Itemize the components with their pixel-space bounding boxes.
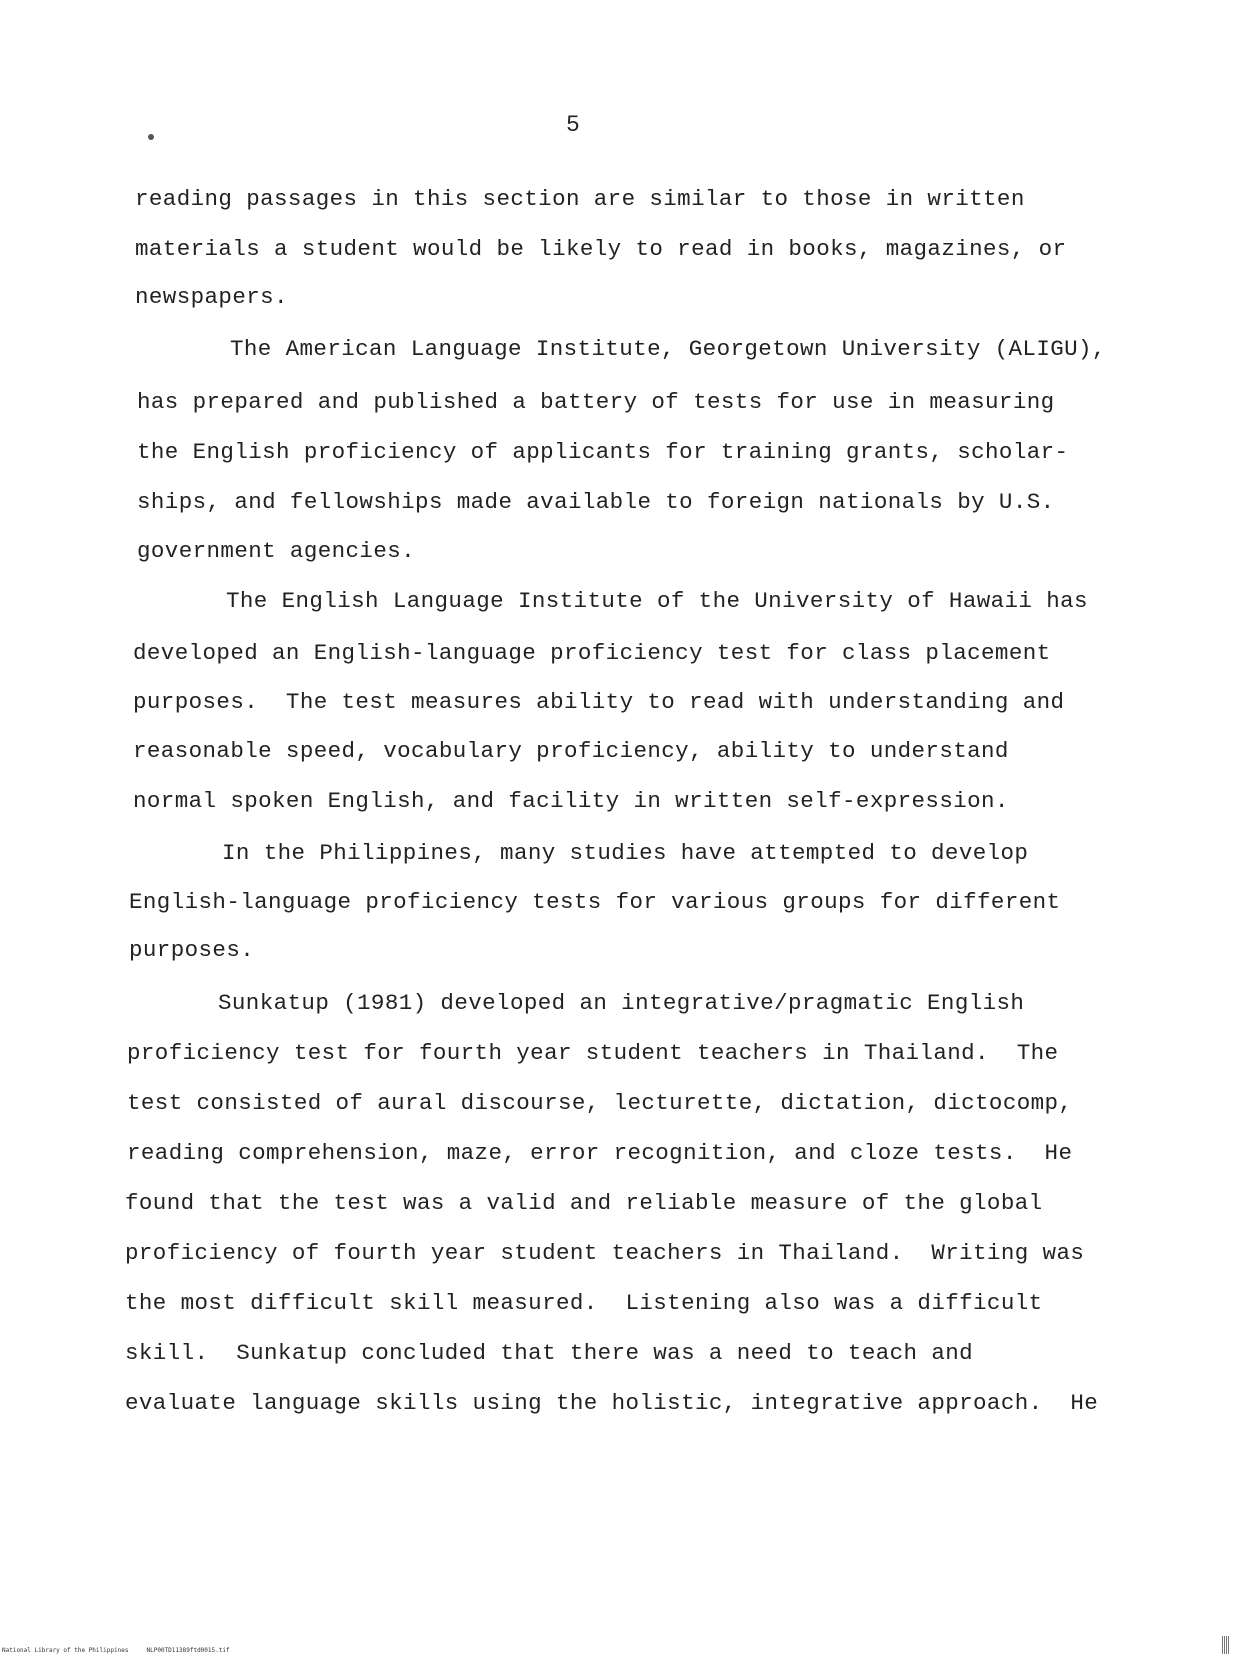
text-line: purposes. [129,937,255,963]
text-line: English-language proficiency tests for various groups for different [129,889,1061,915]
text-line: materials a student would be likely to read in books, magazines, or [135,236,1067,262]
text-line: reasonable speed, vocabulary proficiency, ability to understand [133,738,1009,764]
text-line: skill. Sunkatup concluded that there was a need to teach and [125,1340,974,1366]
footer-file: NLP00TD11389ftd0015.tif [146,1647,230,1654]
text-line: The American Language Institute, Georgetown University (ALIGU), [230,336,1106,362]
text-line: ships, and fellowships made available to foreign nationals by U.S. [137,489,1055,515]
scan-mark [1222,1636,1230,1654]
text-line: the most difficult skill measured. Listening also was a difficult [125,1290,1043,1316]
page-number: 5 [566,112,580,138]
text-line: reading passages in this section are similar to those in written [135,186,1025,212]
text-line: reading comprehension, maze, error recognition, and cloze tests. He [127,1140,1073,1166]
footer-library: National Library of the Philippines [2,1647,129,1654]
footer-caption [2,1647,230,1654]
text-line: normal spoken English, and facility in written self-expression. [133,788,1009,814]
text-line: proficiency test for fourth year student teachers in Thailand. The [127,1040,1059,1066]
text-line: has prepared and published a battery of tests for use in measuring [137,389,1055,415]
text-line: developed an English-language proficiency test for class placement [133,640,1051,666]
text-line: purposes. The test measures ability to read with understanding and [133,689,1065,715]
text-line: found that the test was a valid and reliable measure of the global [125,1190,1043,1216]
text-line: government agencies. [137,538,416,564]
text-line: proficiency of fourth year student teachers in Thailand. Writing was [125,1240,1085,1266]
text-line: test consisted of aural discourse, lecturette, dictation, dictocomp, [127,1090,1073,1116]
text-line: Sunkatup (1981) developed an integrative/pragmatic English [218,990,1025,1016]
text-line: The English Language Institute of the University of Hawaii has [226,588,1088,614]
text-line: evaluate language skills using the holistic, integrative approach. He [125,1390,1099,1416]
text-line: In the Philippines, many studies have attempted to develop [222,840,1029,866]
text-line: the English proficiency of applicants for training grants, scholar- [137,439,1069,465]
scan-dot [148,134,154,140]
text-line: newspapers. [135,284,288,310]
